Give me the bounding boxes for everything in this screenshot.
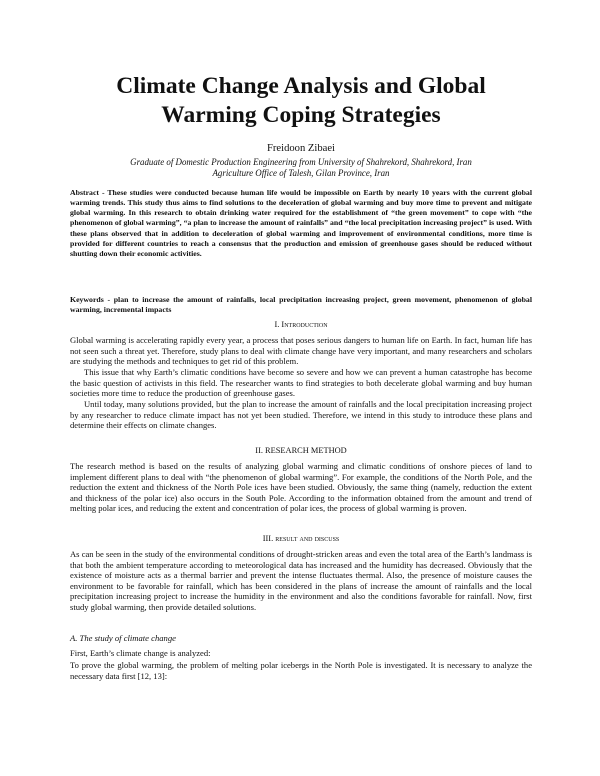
section-heading-introduction: I. Introduction bbox=[274, 320, 328, 329]
keywords: Keywords - plan to increase the amount of rainfalls, local precipitation increasing project, green movement, phenomenon of global warming, incremental impacts bbox=[70, 295, 532, 315]
section-heading-result-and-discuss: III. result and discuss bbox=[262, 534, 340, 543]
title-line-2: Warming Coping Strategies bbox=[161, 102, 441, 128]
affiliation-line-1: Graduate of Domestic Production Engineering from University of Shahrekord, Shahrekord, Iran bbox=[130, 157, 472, 167]
abstract: Abstract - These studies were conducted because human life would be impossible on Earth by nearly 10 years with the current global warming trends. This study thus aims to find solutions to the deceleration of global warming and buy more time to prevent and mitigate global warming. In this research to obtain drinking water required for the establishment of “the green movement” to cope with “the phenomenon of global warming”, “a plan to increase the amount of rainfalls” and “the local precipitation increasing project” is used. With these plans observed that in addition to deceleration of global warming and improvement of environmental conditions, more time is provided for different countries to reach a consensus that the production and emission of greenhouse gases should be reduced without shutting down their economic activities. bbox=[70, 188, 532, 258]
author-name: Freidoon Zibaei bbox=[267, 143, 335, 154]
paper-title bbox=[70, 72, 532, 130]
method-paragraph-1: The research method is based on the results of analyzing global warming and climatic conditions of onshore pieces of land to implement different plans to deal with “the phenomenon of global warming”. For example, the conditions of the North Pole, and the reduction the extent and thickness of the North Pole ices have been studied. Obviously, the same thing (namely, reduction the extent and thickness of the polar ice) also occurs in the South Pole. According to the information obtained from the amount and trend of melting polar ices, and reducing the extent and concentration of polar ices, the process of global warming is proven. bbox=[70, 461, 532, 514]
result-paragraph-1: As can be seen in the study of the environmental conditions of drought-stricken areas and even the total area of the Earth’s landmass is that both the ambient temperature according to meteorological data has increased and the humidity has decreased. Obviously that the existence of moisture acts as a thermal barrier and prevent the intense fluctuates thermal. Also, the presence of moisture causes the environment to be favorable for rainfall, which has been considered in the plans of increase the amount of rainfalls and the local precipitation increasing project to increase the humidity in the environment and also the conditions favorable for rainfall. Now, first study global warming, then provide detailed solutions. bbox=[70, 549, 532, 612]
subsection-paragraph-2: To prove the global warming, the problem of melting polar icebergs in the North Pole is investigated. It is necessary to analyze the necessary data first [12, 13]: bbox=[70, 660, 532, 681]
intro-paragraph-2: This issue that why Earth’s climatic conditions have become so severe and how we can prevent a human catastrophe has become the basic question of activists in this field. The researcher wants to find strategies to both decelerate global warming and buy human societies more time to reduce the production of greenhouse gases. bbox=[70, 367, 532, 399]
affiliation-line-2: Agriculture Office of Talesh, Gilan Province, Iran bbox=[212, 168, 390, 179]
intro-paragraph-3: Until today, many solutions provided, but the plan to increase the amount of rainfalls and the local precipitation increasing project by any researcher to reduce climate impact has not yet been studied. Therefore, we intend in this study to introduce these plans and determine their effects on climate changes. bbox=[70, 399, 532, 431]
intro-paragraph-1: Global warming is accelerating rapidly every year, a process that poses serious dangers to human life on Earth. In fact, human life has not seen such a threat yet. Therefore, study plans to deal with climate change have very important, and many researchers and scholars are studying the methods and techniques to get rid of this problem. bbox=[70, 335, 532, 367]
section-heading-research-method: II. RESEARCH METHOD bbox=[255, 446, 347, 455]
title-line-1: Climate Change Analysis and Global bbox=[116, 73, 486, 99]
subsection-paragraph-1: First, Earth’s climate change is analyzed: bbox=[70, 648, 211, 658]
subsection-heading-climate-change: A. The study of climate change bbox=[70, 633, 176, 643]
author-affiliation bbox=[70, 157, 532, 179]
